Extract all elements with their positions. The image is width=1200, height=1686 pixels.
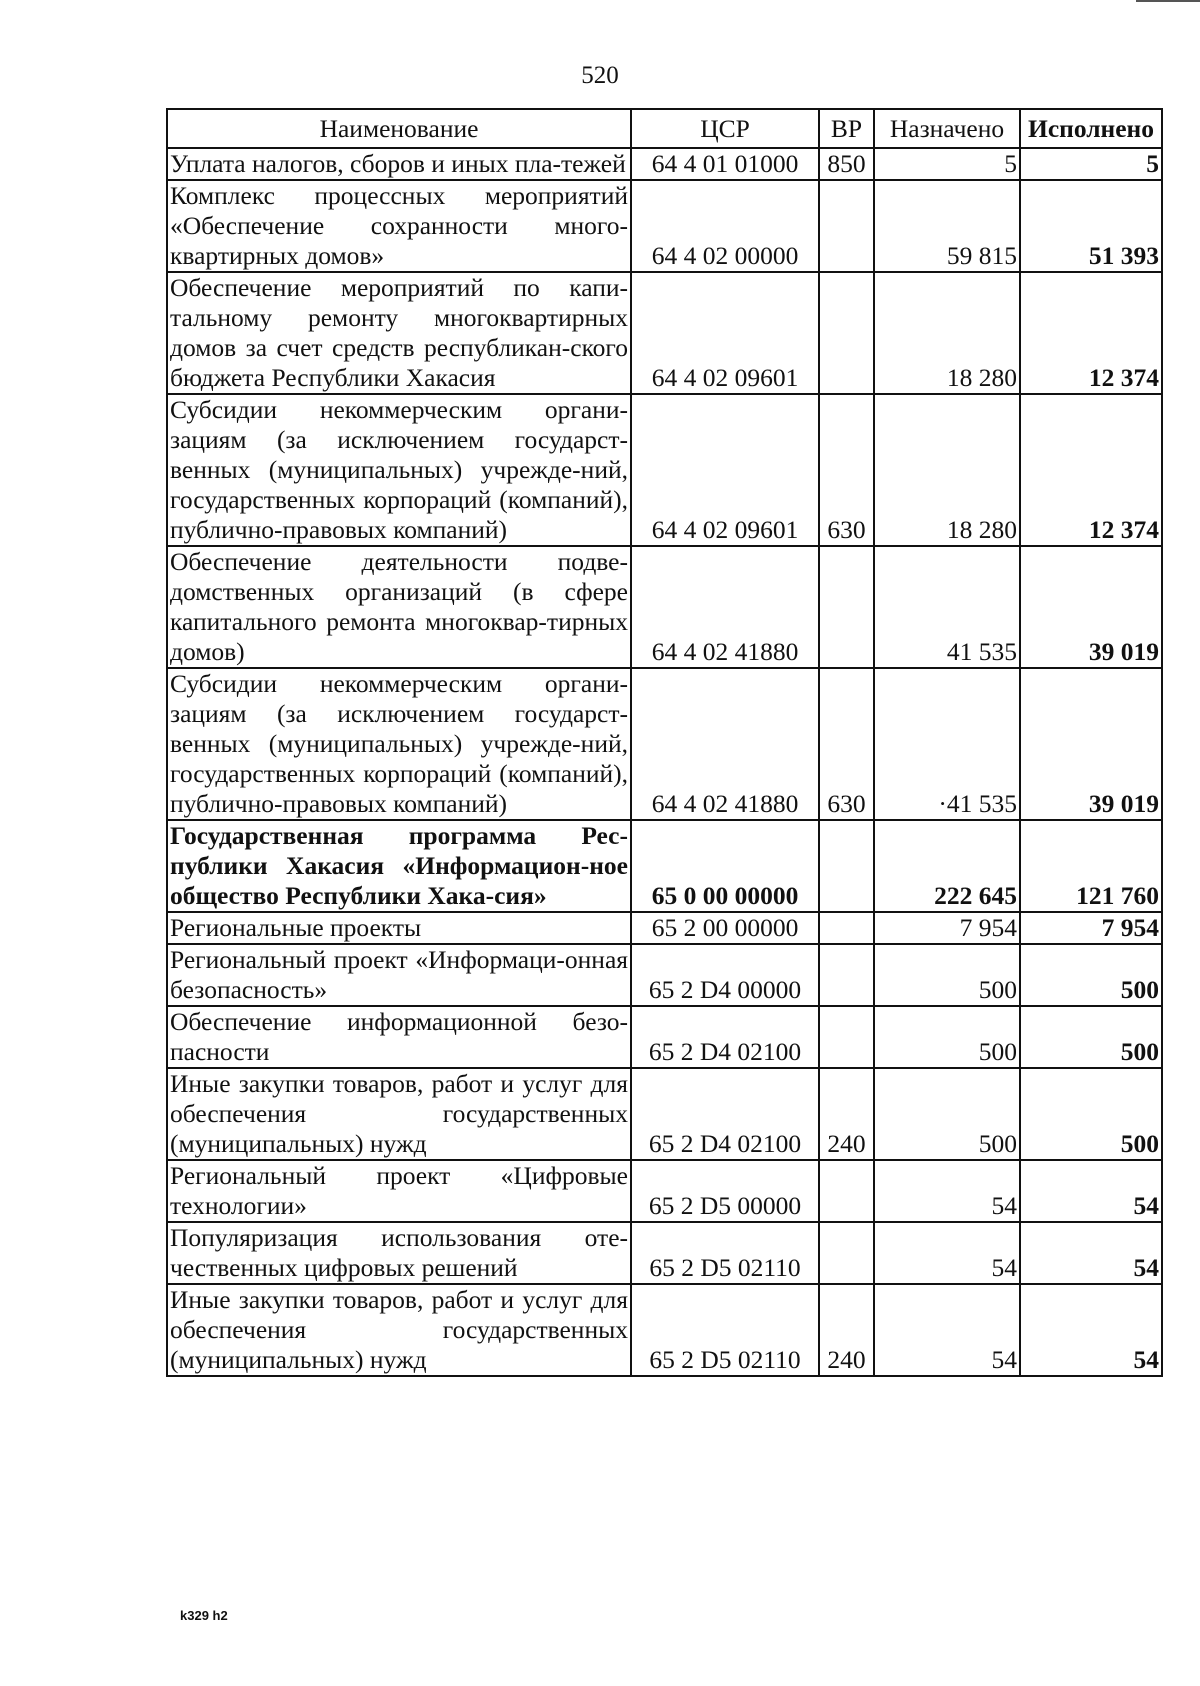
row-planned-cell: 18 280 [874,394,1020,546]
row-executed-cell: 500 [1020,1006,1162,1068]
row-planned-cell: 500 [874,1068,1020,1160]
row-csr-cell: 65 0 00 00000 [631,820,819,912]
row-vr-cell [819,944,874,1006]
row-planned-cell: 18 280 [874,272,1020,394]
row-name-cell: Региональный проект «Цифровые технологии» [167,1160,631,1222]
row-name-cell: Обеспечение деятельности подве-домственных организаций (в сфере капитального ремонта многоквар-тирных домов) [167,546,631,668]
row-vr-cell: 850 [819,148,874,180]
row-executed-cell: 5 [1020,148,1162,180]
row-vr-cell [819,1222,874,1284]
row-vr-cell [819,1160,874,1222]
row-executed-cell: 54 [1020,1222,1162,1284]
row-planned-cell: 41 535 [874,546,1020,668]
row-planned-cell: 54 [874,1284,1020,1376]
row-planned-cell: 222 645 [874,820,1020,912]
row-executed-cell: 39 019 [1020,668,1162,820]
table-row [167,1160,1162,1222]
row-csr-cell: 64 4 02 41880 [631,546,819,668]
table-row [167,944,1162,1006]
footer-code: k329 h2 [180,1608,228,1623]
table-row [167,546,1162,668]
row-executed-cell: 54 [1020,1160,1162,1222]
row-vr-cell [819,546,874,668]
row-executed-cell: 121 760 [1020,820,1162,912]
scan-edge-mark [1136,0,1200,10]
row-vr-cell [819,820,874,912]
row-csr-cell: 65 2 D5 02110 [631,1284,819,1376]
row-executed-cell: 12 374 [1020,272,1162,394]
row-vr-cell: 240 [819,1284,874,1376]
row-csr-cell: 65 2 D5 00000 [631,1160,819,1222]
header-executed: Исполнено [1020,109,1162,148]
header-csr: ЦСР [631,109,819,148]
header-planned: Назначено [874,109,1020,148]
row-vr-cell [819,180,874,272]
row-planned-cell: 5 [874,148,1020,180]
row-name-cell: Государственная программа Рес-публики Хакасия «Информацион-ное общество Республики Хака-сия» [167,820,631,912]
table-row [167,1222,1162,1284]
row-name-cell: Иные закупки товаров, работ и услуг для обеспечения государственных (муниципальных) нужд [167,1068,631,1160]
table-header-row [167,109,1162,148]
budget-table [166,108,1163,1377]
row-name-cell: Уплата налогов, сборов и иных пла-тежей [167,148,631,180]
row-csr-cell: 64 4 02 00000 [631,180,819,272]
row-executed-cell: 500 [1020,1068,1162,1160]
row-csr-cell: 65 2 D4 02100 [631,1068,819,1160]
page-number: 520 [581,62,619,89]
row-vr-cell [819,912,874,944]
row-executed-cell: 12 374 [1020,394,1162,546]
row-name-cell: Региональные проекты [167,912,631,944]
row-csr-cell: 64 4 01 01000 [631,148,819,180]
row-vr-cell [819,272,874,394]
row-name-cell: Обеспечение мероприятий по капи-тальному ремонту многоквартирных домов за счет средств республикан-ского бюджета Республики Хакасия [167,272,631,394]
row-csr-cell: 64 4 02 09601 [631,272,819,394]
table-row [167,272,1162,394]
row-planned-cell: 59 815 [874,180,1020,272]
table-row [167,1284,1162,1376]
row-name-cell: Комплекс процессных мероприятий «Обеспечение сохранности много-квартирных домов» [167,180,631,272]
row-vr-cell [819,1006,874,1068]
row-csr-cell: 65 2 D4 02100 [631,1006,819,1068]
row-planned-cell: 500 [874,1006,1020,1068]
row-executed-cell: 54 [1020,1284,1162,1376]
table-row [167,912,1162,944]
row-name-cell: Субсидии некоммерческим органи-зациям (за исключением государст-венных (муниципальных) учрежде-ний, государственных корпораций (компаний), публично-правовых компаний) [167,394,631,546]
table-row [167,820,1162,912]
row-vr-cell: 630 [819,668,874,820]
row-csr-cell: 64 4 02 09601 [631,394,819,546]
row-name-cell: Субсидии некоммерческим органи-зациям (за исключением государст-венных (муниципальных) учрежде-ний, государственных корпораций (компаний), публично-правовых компаний) [167,668,631,820]
row-csr-cell: 65 2 D4 00000 [631,944,819,1006]
header-vr: ВР [819,109,874,148]
row-vr-cell: 240 [819,1068,874,1160]
table-row [167,668,1162,820]
table-row [167,148,1162,180]
row-vr-cell: 630 [819,394,874,546]
row-executed-cell: 39 019 [1020,546,1162,668]
table-body [167,148,1162,1376]
row-planned-cell: ·41 535 [874,668,1020,820]
row-name-cell: Популяризация использования оте-чественных цифровых решений [167,1222,631,1284]
row-name-cell: Региональный проект «Информаци-онная безопасность» [167,944,631,1006]
row-planned-cell: 54 [874,1222,1020,1284]
table-row [167,394,1162,546]
row-planned-cell: 500 [874,944,1020,1006]
row-executed-cell: 500 [1020,944,1162,1006]
row-name-cell: Обеспечение информационной безо-пасности [167,1006,631,1068]
row-csr-cell: 64 4 02 41880 [631,668,819,820]
table-row [167,1068,1162,1160]
header-name: Наименование [167,109,631,148]
row-csr-cell: 65 2 D5 02110 [631,1222,819,1284]
table-row [167,1006,1162,1068]
table-row [167,180,1162,272]
row-planned-cell: 54 [874,1160,1020,1222]
row-executed-cell: 7 954 [1020,912,1162,944]
row-executed-cell: 51 393 [1020,180,1162,272]
row-planned-cell: 7 954 [874,912,1020,944]
row-name-cell: Иные закупки товаров, работ и услуг для обеспечения государственных (муниципальных) нужд [167,1284,631,1376]
row-csr-cell: 65 2 00 00000 [631,912,819,944]
